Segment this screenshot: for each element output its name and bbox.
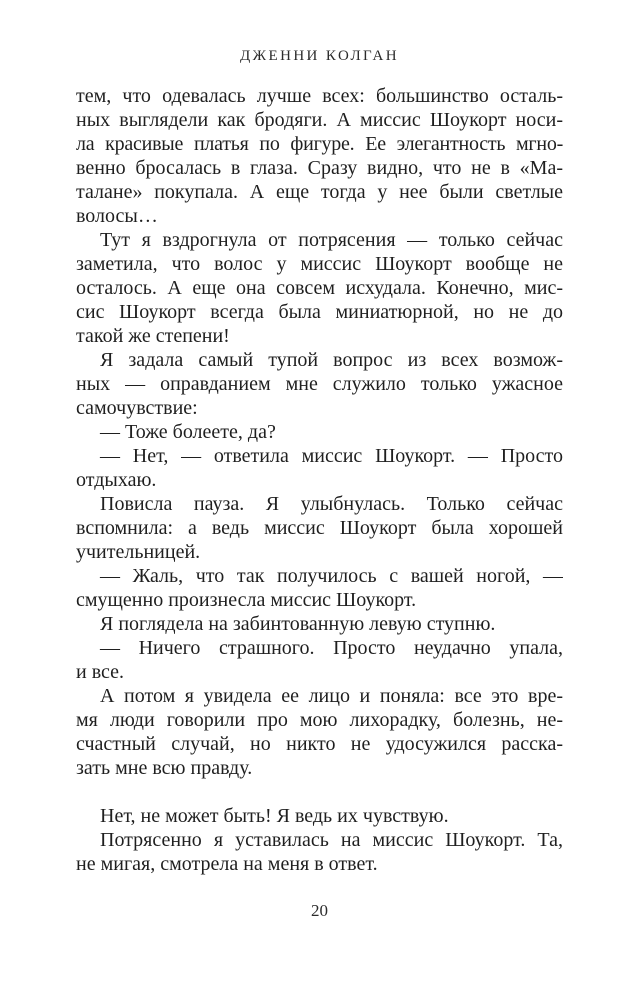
body-text (76, 84, 563, 876)
text-line: мя люди говорили про мою лихорадку, болезнь, не- (76, 709, 563, 731)
text-line: вспомнила: а ведь миссис Шоукорт была хорошей (76, 517, 563, 539)
text-line: такой же степени! (76, 325, 230, 347)
text-line: и все. (76, 661, 125, 683)
text-line: венно бросалась в глаза. Сразу видно, что не в «Ма- (76, 157, 563, 179)
text-line: отдыхаю. (76, 469, 157, 491)
text-line: тем, что одевалась лучше всех: большинство осталь- (76, 85, 563, 107)
text-line: Потрясенно я уставилась на миссис Шоукорт. Та, (100, 829, 563, 851)
text-line: ла красивые платья по фигуре. Ее элегантность мгно- (76, 133, 563, 155)
text-line: не мигая, смотрела на меня в ответ. (76, 853, 378, 875)
dialogue-line: — Нет, — ответила миссис Шоукорт. — Просто (100, 445, 563, 467)
text-line: Нет, не может быть! Я ведь их чувствую. (100, 805, 449, 827)
text-line: ных выглядели как бродяги. А миссис Шоукорт носи- (76, 109, 563, 131)
text-line: осталось. А еще она совсем исхудала. Конечно, мис- (76, 277, 563, 299)
text-line: Я задала самый тупой вопрос из всех возмож- (100, 349, 563, 371)
dialogue-line: — Тоже болеете, да? (100, 421, 276, 443)
text-line: зать мне всю правду. (76, 757, 253, 779)
text-line: счастный случай, но никто не удосужился расска- (76, 733, 563, 755)
text-line: сис Шоукорт всегда была миниатюрной, но не до (76, 301, 563, 323)
dialogue-line: — Жаль, что так получилось с вашей ногой, — (100, 565, 563, 587)
text-line: заметила, что волос у миссис Шоукорт вообще не (76, 253, 563, 275)
text-line: ных — оправданием мне служило только ужасное (76, 373, 563, 395)
text-line: учительницей. (76, 541, 201, 563)
text-line: волосы… (76, 205, 158, 227)
text-line: талане» покупала. А еще тогда у нее были светлые (76, 181, 563, 203)
text-line: смущенно произнесла миссис Шоукорт. (76, 589, 417, 611)
page-number: 20 (311, 901, 328, 920)
section-break (76, 780, 563, 804)
text-line: Я поглядела на забинтованную левую ступню. (100, 613, 496, 635)
dialogue-line: — Ничего страшного. Просто неудачно упала, (100, 637, 563, 659)
text-line: Повисла пауза. Я улыбнулась. Только сейчас (100, 493, 563, 515)
text-line: самочувствие: (76, 397, 198, 419)
text-line: Тут я вздрогнула от потрясения — только сейчас (100, 229, 563, 251)
running-head: ДЖЕННИ КОЛГАН (240, 48, 399, 64)
text-line: А потом я увидела ее лицо и поняла: все это вре- (100, 685, 563, 707)
